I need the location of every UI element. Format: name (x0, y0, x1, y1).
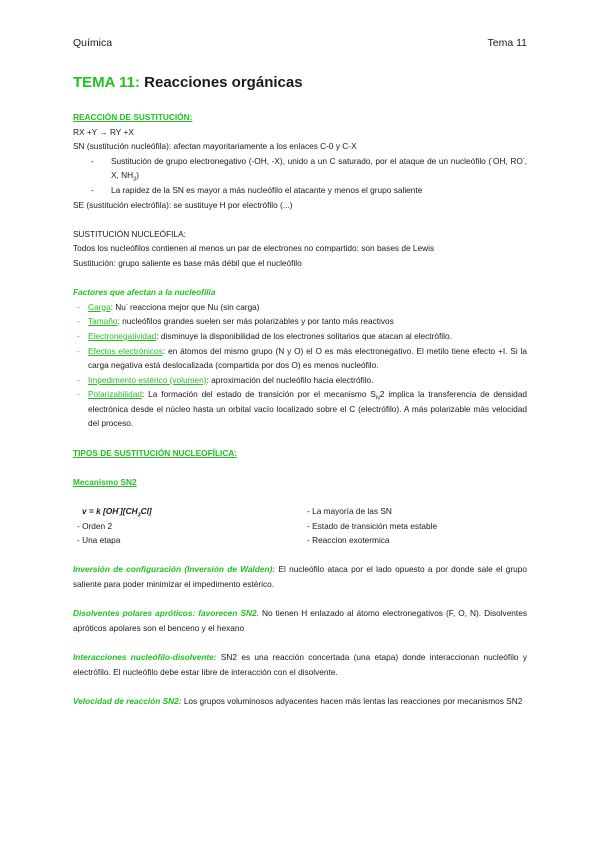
paragraph-text: SN2 es una reacción concertada (una etapa) donde interaccionan nucleófilo y electrófilo. El nucleófilo debe estar libre de interacción con el disolvente. (73, 651, 527, 677)
sn2-right-column (307, 504, 437, 548)
list-item: - Estado de transición meta estable (307, 520, 438, 531)
se-definition: SE (sustitución electrófila): se sustituye H por electrófilo (...) (73, 199, 293, 210)
factor-text: 2 implica la transferencia de densidad electrónica desde el núcleo hasta un orbital vacío localizado sobre el C (electrófilo). A más polarizable más velocidad del proceso. (88, 389, 527, 429)
factor-efectos (77, 344, 527, 373)
factor-electronegatividad (77, 329, 527, 344)
factor-label: Tamaño (88, 316, 118, 327)
factor-impedimento (77, 373, 527, 388)
paragraph-label: Interacciones nucleófilo-disolvente: (73, 651, 217, 662)
header-topic: Tema 11 (487, 37, 527, 49)
factors-list (73, 300, 527, 431)
factor-label: Efectos electrónicos (88, 345, 163, 356)
document-body (73, 110, 527, 708)
factor-label: Impedimento estérico (volumen) (88, 374, 207, 385)
factor-text: : en átomos del mismo grupo (N y O) el O es más electronegativo. El metilo tiene efecto +I. Si la carga negativa está deslocalizada (compartida por dos O) es menos nucleófilo. (88, 345, 527, 371)
paragraph-sustitucion: Sustitución: grupo saliente es base más débil que el nucleófilo (73, 257, 302, 268)
superscript-minus: - (522, 156, 525, 163)
bullet-text: Sustitución de grupo electronegativo (-OH, -X), unido a un C saturado, por el ataque de un nucleófilo ( (111, 155, 492, 166)
paragraph-text: El nucleófilo ataca por el lado opuesto a por donde sale el grupo saliente para poder minimizar el impedimento estérico. (73, 564, 527, 589)
subscript-n: N (375, 395, 380, 402)
factor-tamano (77, 314, 527, 329)
item-text: Reaccion exotermica (312, 535, 390, 546)
factor-text: : Nu (110, 301, 126, 312)
list-item (91, 154, 527, 183)
subscript-3: 3 (133, 177, 137, 184)
factor-text: : nucleófilos grandes suelen ser más polarizables y por tanto más reactivos (117, 316, 394, 327)
section-heading-nucleofila: SUSTITUCIÓN NUCLEÓFILA: (73, 228, 186, 239)
bullet-text: , X, NH (111, 155, 527, 181)
page-header (73, 37, 527, 49)
list-item: - Reaccion exotermica (307, 535, 390, 546)
paragraph-interacciones (73, 650, 527, 679)
section-heading-sustitucion: REACCIÓN DE SUSTITUCIÓN: (73, 112, 193, 122)
title-text: Reacciones orgánicas (144, 74, 303, 91)
sn-definition: SN (sustitución nucleófila): afectan mayoritariamente a los enlaces C-0 y C-X (73, 141, 357, 152)
list-item: - La mayoría de las SN (307, 506, 392, 517)
title-number: TEMA 11: (73, 74, 140, 91)
paragraph-label: Disolventes polares apróticos: favorecen SN2. (73, 608, 259, 619)
factor-label: Polarizabilidad (88, 389, 142, 400)
superscript-minus: - (118, 506, 121, 513)
factor-text: : disminuye la disponibilidad de los electrones solitarios que atacan al electrófilo. (156, 330, 452, 341)
list-item: - Orden 2 (77, 520, 113, 531)
factor-text: reacciona mejor que Nu (sin carga) (127, 301, 260, 312)
superscript-minus: - (125, 301, 128, 308)
factor-text: : La formación del estado de transición por el mecanismo S (141, 389, 376, 400)
sn2-properties (73, 504, 527, 548)
item-text: Estado de transición meta estable (312, 520, 438, 531)
factor-polarizabilidad (77, 387, 527, 431)
paragraph-label: Velocidad de reacción SN2: (73, 695, 182, 706)
section-heading-tipos: TIPOS DE SUSTITUCIÓN NUCLEOFÍLICA: (73, 447, 238, 458)
list-item: - Una etapa (77, 535, 121, 546)
item-text: Una etapa (82, 535, 121, 546)
rate-text: ][CH (120, 506, 138, 517)
factor-label: Electronegatividad (88, 330, 157, 341)
paragraph-label: Inversión de configuración (Inversión de Walden): (73, 564, 276, 575)
paragraph-text: Los grupos voluminosos adyacentes hacen más lentas las reacciones por mecanismos SN2 (181, 695, 523, 706)
sn2-left-column (77, 504, 307, 548)
factor-carga (77, 300, 527, 315)
paragraph-lewis: Todos los nucleófilos contienen al menos un par de electrones no compartido: son bases de Lewis (73, 243, 435, 254)
rate-text: v = k [OH (82, 506, 119, 517)
subscript-3: 3 (137, 512, 141, 519)
item-text: Orden 2 (82, 520, 113, 531)
reaction-equation: RX +Y → RY +X (73, 126, 134, 137)
item-text: La mayoría de las SN (312, 506, 392, 517)
paragraph-velocidad (73, 694, 527, 709)
factors-heading: Factores que afectan a la nucleofilia (73, 287, 216, 298)
header-subject: Química (73, 37, 113, 49)
page-title (73, 74, 303, 91)
sn-bullets (73, 154, 527, 198)
sn2-heading: Mecanismo SN2 (73, 476, 137, 487)
bullet-text: OH, RO (493, 155, 523, 166)
paragraph-disolventes (73, 606, 527, 635)
paragraph-text: No tienen H enlazado al átomo electronegativos (F, O, N). Disolventes apróticos apolares son el benceno y el hexano (73, 608, 527, 633)
bullet-text: ) (136, 170, 139, 181)
rate-law (77, 504, 307, 519)
factor-text: : aproximación del nucleófilo hacia electrófilo. (206, 374, 374, 385)
rate-text: Cl] (140, 506, 152, 517)
list-item: - La rapidez de la SN es mayor a más nucleófilo el atacante y menos el grupo saliente (91, 183, 527, 198)
superscript-minus: - (491, 156, 494, 163)
factor-label: Carga (88, 301, 111, 312)
paragraph-inversion (73, 562, 527, 591)
